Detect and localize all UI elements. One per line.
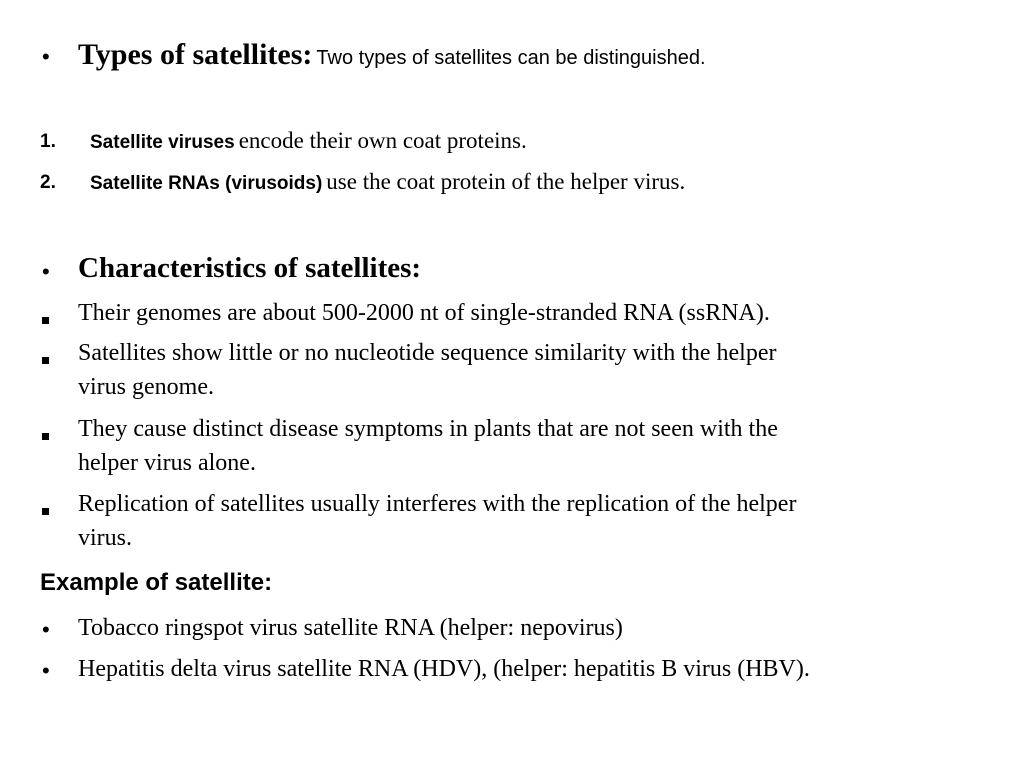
square-bullet-icon (42, 311, 49, 329)
examples-heading: Example of satellite: (40, 569, 273, 596)
characteristic-line-continued: helper virus alone. (78, 450, 256, 476)
characteristic-line: Satellites show little or no nucleotide sequence similarity with the helper (78, 340, 777, 366)
types-item-text: use the coat protein of the helper virus. (326, 169, 686, 194)
bullet-dot: • (42, 658, 50, 683)
types-item-number: 2. (40, 172, 56, 193)
types-item (90, 128, 527, 154)
bullet-dot: • (42, 617, 50, 642)
square-bullet-icon (42, 351, 49, 369)
characteristic-line: Replication of satellites usually interferes with the replication of the helper (78, 491, 797, 517)
types-item-term: Satellite viruses (90, 132, 235, 153)
characteristic-line: Their genomes are about 500-2000 nt of single-stranded RNA (ssRNA). (78, 300, 770, 326)
types-item (90, 169, 685, 195)
types-item-term: Satellite RNAs (virusoids) (90, 173, 323, 194)
types-heading: Types of satellites: (78, 38, 313, 71)
square-bullet-icon (42, 427, 49, 445)
characteristic-line: They cause distinct disease symptoms in plants that are not seen with the (78, 416, 778, 442)
bullet-dot: • (42, 44, 50, 69)
characteristic-line-continued: virus. (78, 525, 132, 551)
example-item: Hepatitis delta virus satellite RNA (HDV), (helper: hepatitis B virus (HBV). (78, 656, 810, 682)
characteristic-line-continued: virus genome. (78, 374, 214, 400)
example-item: Tobacco ringspot virus satellite RNA (helper: nepovirus) (78, 615, 623, 641)
characteristics-heading: Characteristics of satellites: (78, 252, 422, 284)
types-item-text: encode their own coat proteins. (238, 128, 527, 153)
types-item-number: 1. (40, 131, 56, 152)
types-heading-line (78, 38, 706, 72)
bullet-dot: • (42, 259, 50, 284)
square-bullet-icon (42, 502, 49, 520)
types-intro: Two types of satellites can be distinguished. (316, 47, 706, 69)
